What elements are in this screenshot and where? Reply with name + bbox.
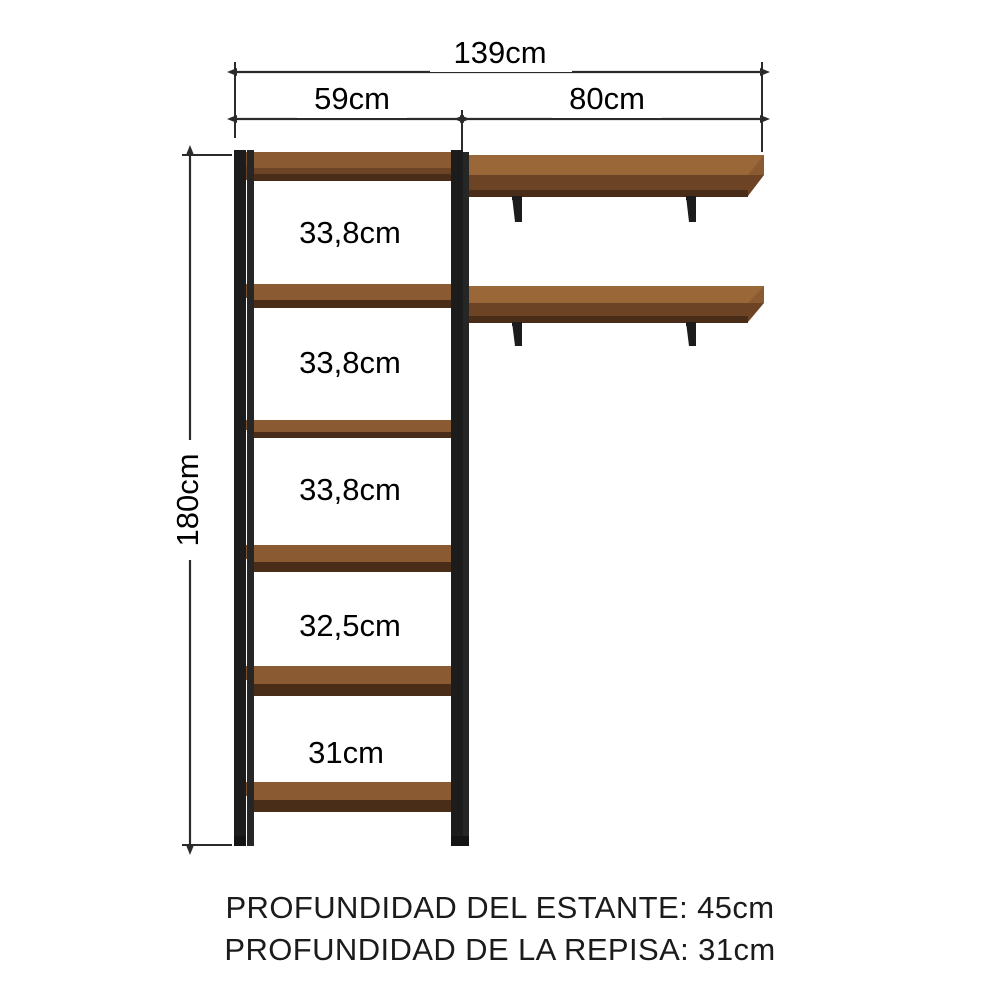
shelf-gap-label-5: 31cm [308,735,384,771]
right-section-width-label: 80cm [569,81,645,117]
shelf-gap-label-1: 33,8cm [299,215,401,251]
total-height-label: 180cm [170,453,206,547]
unit-shelf-2 [240,284,460,308]
caption-ledge-depth: PROFUNDIDAD DE LA REPISA: 31cm [224,932,776,968]
total-width-label: 139cm [453,35,547,71]
section-widths-dimension [237,81,760,152]
frame-post-right-back [463,152,469,846]
unit-shelf-1 [240,152,460,181]
frame-post-right-front [451,150,463,846]
caption-shelf-depth: PROFUNDIDAD DEL ESTANTE: 45cm [225,890,775,926]
frame-post-left-back [247,150,254,846]
unit-shelf-3 [240,420,460,438]
wall-shelf-lower [466,286,764,346]
unit-shelf-4 [240,545,460,572]
captions [224,890,775,967]
shelf-gap-label-3: 33,8cm [299,472,401,508]
shelf-gap-label-2: 33,8cm [299,345,401,381]
unit-shelf-6 [240,782,460,812]
left-section-width-label: 59cm [314,81,390,117]
unit-shelf-5 [240,666,460,696]
total-height-dimension [170,155,232,845]
frame-post-left-front [234,150,246,846]
wall-shelf-upper [466,155,764,222]
shelf-gap-label-4: 32,5cm [299,608,401,644]
